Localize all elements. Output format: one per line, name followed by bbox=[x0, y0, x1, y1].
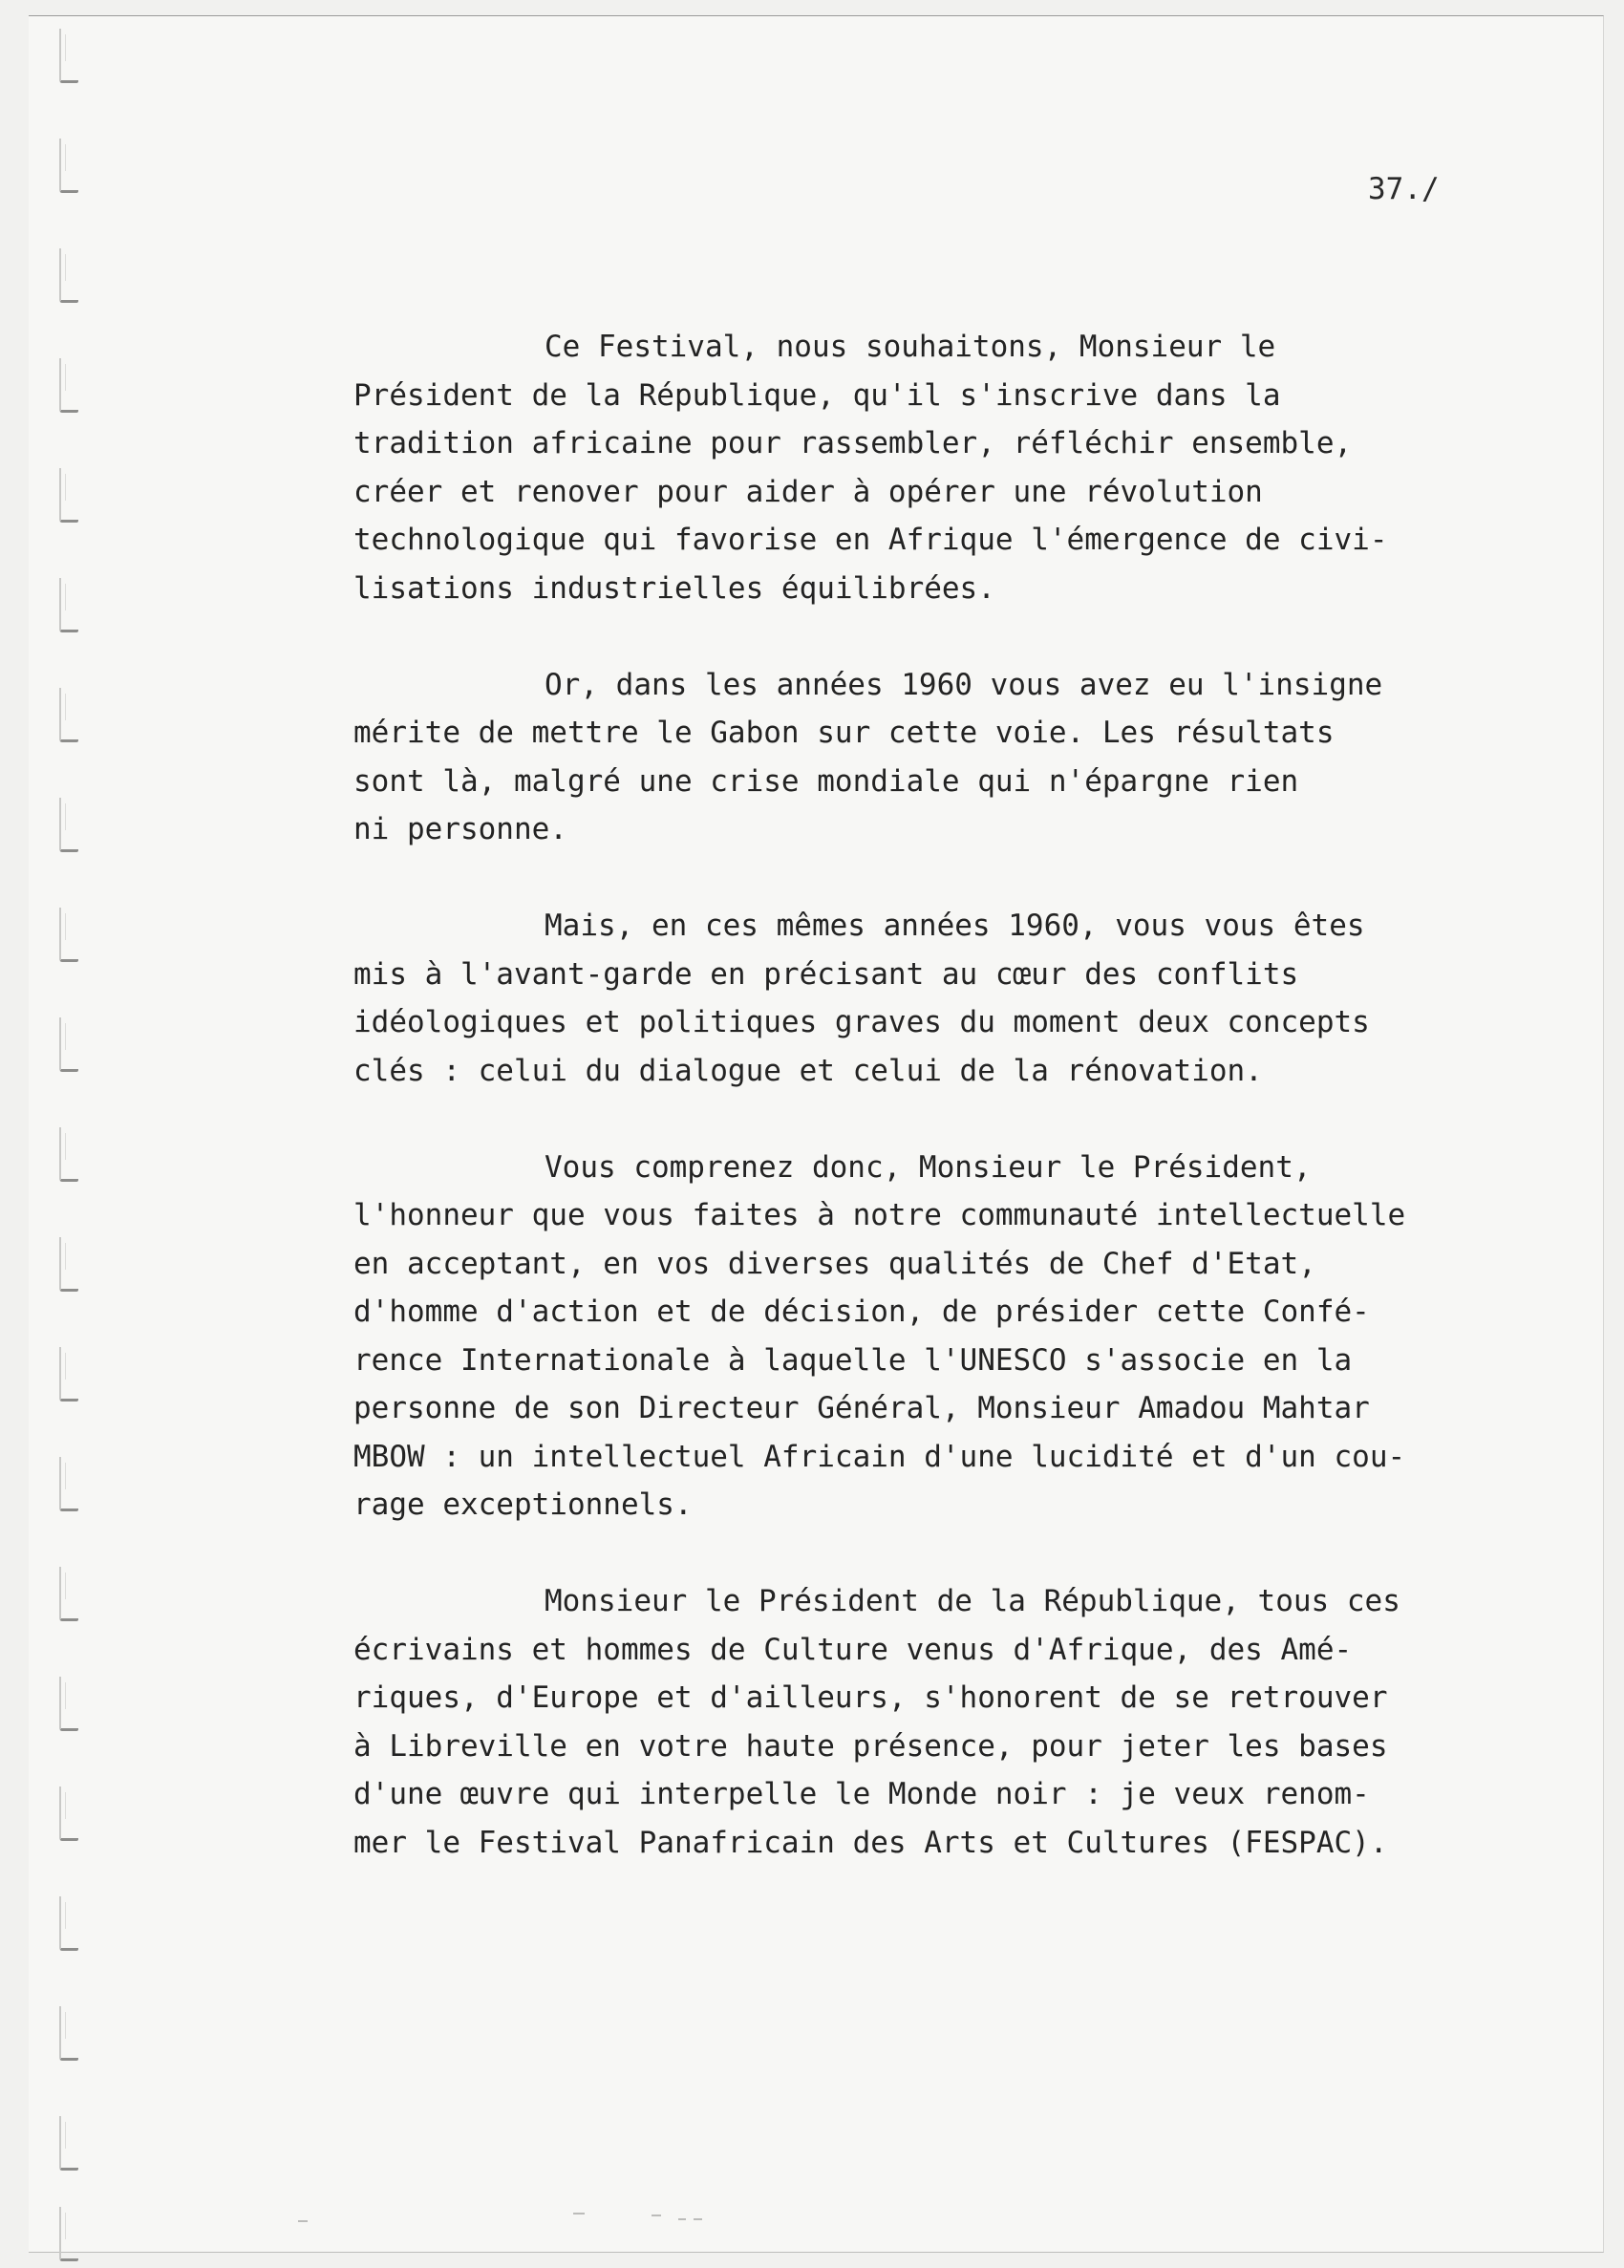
binding-hole bbox=[59, 908, 78, 962]
text-line: mérite de mettre le Gabon sur cette voie. Les résultats bbox=[353, 716, 1335, 750]
scan-speck bbox=[298, 2220, 308, 2222]
binding-hole bbox=[59, 139, 78, 193]
paragraph bbox=[353, 661, 1595, 854]
binding-holes bbox=[59, 29, 82, 2255]
text-line: en acceptant, en vos diverses qualités de Chef d'Etat, bbox=[353, 1246, 1316, 1281]
body-text bbox=[353, 323, 1595, 1915]
text-line: technologique qui favorise en Afrique l'émergence de civi- bbox=[353, 523, 1388, 557]
binding-hole bbox=[59, 1127, 78, 1182]
binding-hole bbox=[59, 1896, 78, 1951]
text-line: Mais, en ces mêmes années 1960, vous vous êtes bbox=[545, 909, 1365, 943]
binding-hole bbox=[59, 248, 78, 303]
binding-hole bbox=[59, 1567, 78, 1621]
text-line: à Libreville en votre haute présence, pour jeter les bases bbox=[353, 1728, 1388, 1764]
scan-speck bbox=[652, 2215, 661, 2216]
text-line: l'honneur que vous faites à notre communauté intellectuelle bbox=[353, 1198, 1406, 1232]
text-line: mer le Festival Panafricain des Arts et Cultures (FESPAC). bbox=[353, 1825, 1388, 1860]
paragraph bbox=[353, 902, 1595, 1095]
text-line: Président de la République, qu'il s'inscrive dans la bbox=[353, 377, 1281, 413]
text-line: Monsieur le Président de la République, tous ces bbox=[545, 1584, 1400, 1618]
binding-hole bbox=[59, 688, 78, 742]
binding-hole bbox=[59, 1017, 78, 1072]
text-line: clés : celui du dialogue et celui de la rénovation. bbox=[353, 1053, 1263, 1088]
binding-hole bbox=[59, 1457, 78, 1511]
scan-speck bbox=[573, 2213, 585, 2215]
text-line: rence Internationale à laquelle l'UNESCO s'associe en la bbox=[353, 1342, 1353, 1378]
binding-hole bbox=[59, 1787, 78, 1841]
text-line: sont là, malgré une crise mondiale qui n'épargne rien bbox=[353, 763, 1299, 799]
text-line: idéologiques et politiques graves du moment deux concepts bbox=[353, 1005, 1370, 1039]
binding-hole bbox=[59, 2207, 78, 2261]
text-line: écrivains et hommes de Culture venus d'Afrique, des Amé- bbox=[353, 1632, 1353, 1667]
binding-hole bbox=[59, 1347, 78, 1401]
binding-hole bbox=[59, 1677, 78, 1731]
text-line: riques, d'Europe et d'ailleurs, s'honorent de se retrouver bbox=[353, 1680, 1388, 1715]
text-line: Vous comprenez donc, Monsieur le Président, bbox=[545, 1149, 1312, 1185]
text-line: personne de son Directeur Général, Monsieur Amadou Mahtar bbox=[353, 1391, 1370, 1425]
paragraph bbox=[353, 1577, 1595, 1867]
page-number: 37./ bbox=[1368, 172, 1440, 206]
text-line: mis à l'avant-garde en précisant au cœur des conflits bbox=[353, 956, 1299, 992]
text-line: MBOW : un intellectuel Africain d'une lucidité et d'un cou- bbox=[353, 1439, 1406, 1474]
paragraph bbox=[353, 323, 1595, 612]
text-line: rage exceptionnels. bbox=[353, 1487, 693, 1522]
binding-hole bbox=[59, 798, 78, 852]
paragraph bbox=[353, 1144, 1595, 1530]
scan-speck bbox=[678, 2218, 686, 2220]
binding-hole bbox=[59, 2006, 78, 2061]
text-line: d'une œuvre qui interpelle le Monde noir : je veux renom- bbox=[353, 1777, 1370, 1811]
binding-hole bbox=[59, 1237, 78, 1292]
scan-speck bbox=[694, 2218, 702, 2220]
text-line: ni personne. bbox=[353, 812, 567, 846]
binding-hole bbox=[59, 2116, 78, 2171]
binding-hole bbox=[59, 29, 78, 83]
text-line: d'homme d'action et de décision, de présider cette Confé- bbox=[353, 1294, 1370, 1329]
binding-hole bbox=[59, 578, 78, 632]
text-line: Or, dans les années 1960 vous avez eu l'insigne bbox=[545, 667, 1383, 702]
text-line: lisations industrielles équilibrées. bbox=[353, 570, 995, 606]
text-line: tradition africaine pour rassembler, réfléchir ensemble, bbox=[353, 426, 1353, 460]
binding-hole bbox=[59, 358, 78, 413]
binding-hole bbox=[59, 468, 78, 523]
text-line: créer et renover pour aider à opérer une révolution bbox=[353, 474, 1263, 509]
text-line: Ce Festival, nous souhaitons, Monsieur le bbox=[545, 330, 1276, 364]
